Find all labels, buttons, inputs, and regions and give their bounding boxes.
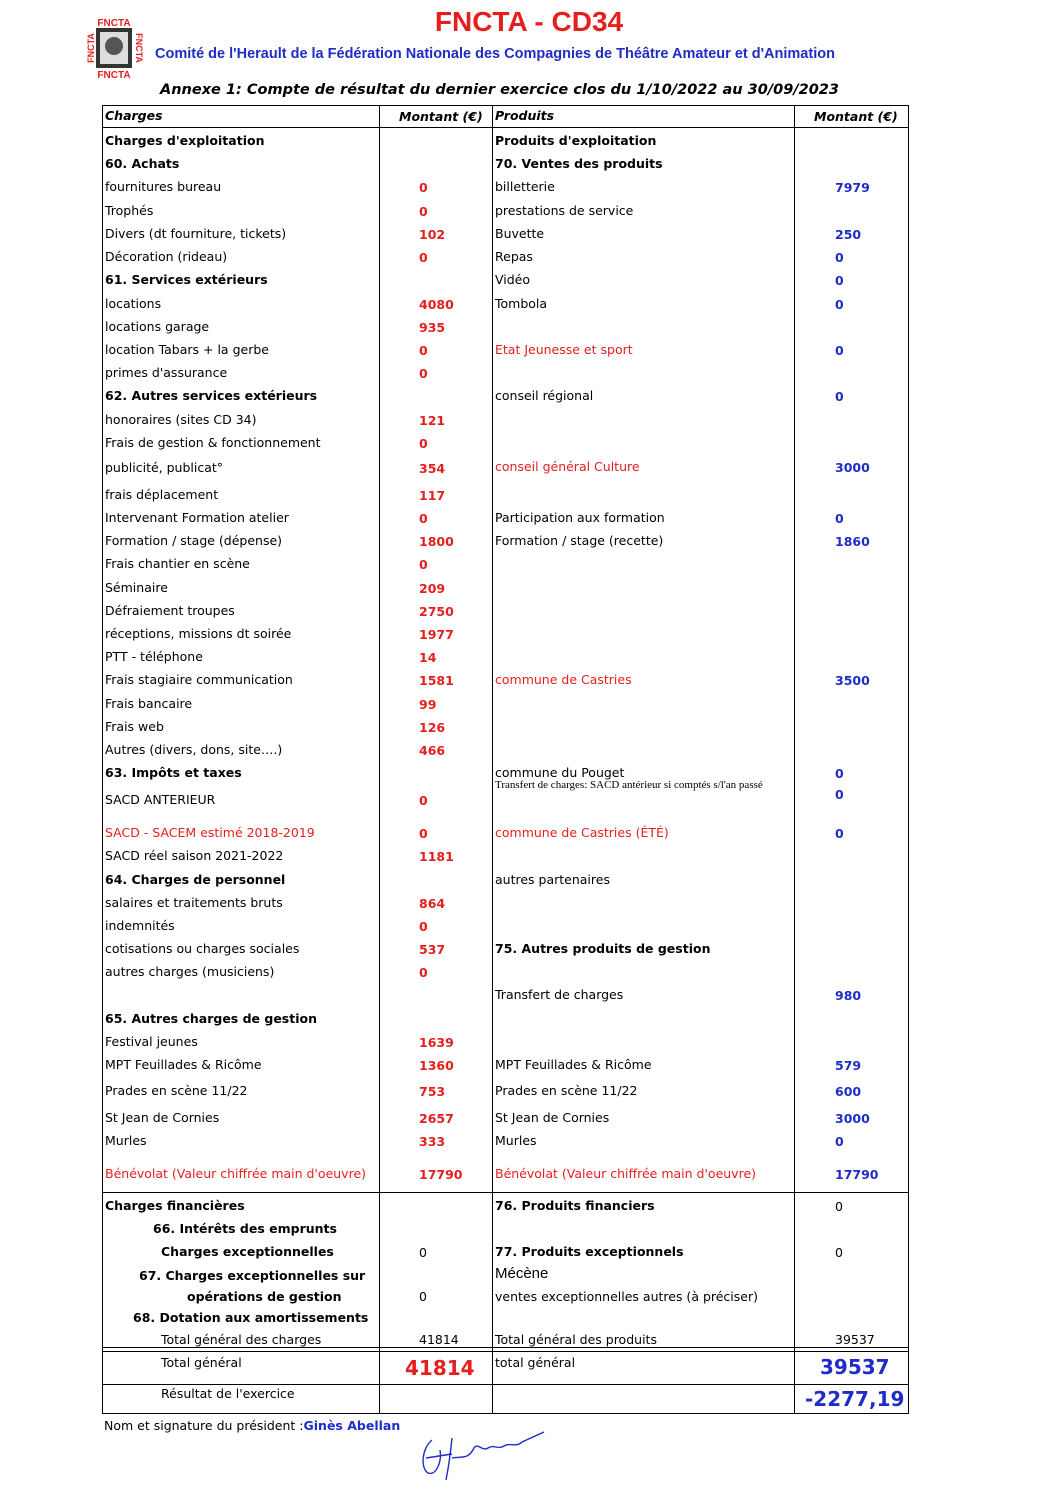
- charges-exceptionnelles: Charges exceptionnelles: [161, 1244, 334, 1259]
- left-row-label: cotisations ou charges sociales: [105, 941, 300, 956]
- charges-financieres: Charges financières: [105, 1198, 245, 1213]
- left-row-label: publicité, publicat°: [105, 460, 224, 475]
- left-row-label: salaires et traitements bruts: [105, 895, 283, 910]
- left-row-label: locations: [105, 296, 162, 311]
- left-row-amount: 0: [419, 919, 428, 934]
- svg-text:FNCTA: FNCTA: [97, 70, 131, 81]
- produits-exceptionnels: 77. Produits exceptionnels: [495, 1244, 684, 1259]
- left-row-label: 64. Charges de personnel: [105, 872, 286, 887]
- left-row-amount: 753: [419, 1084, 446, 1099]
- left-row-label: fournitures bureau: [105, 179, 222, 194]
- left-row-label: PTT - téléphone: [105, 649, 203, 664]
- left-row-amount: 1581: [419, 673, 454, 688]
- right-row-amount: 980: [835, 988, 862, 1003]
- left-row-amount: 102: [419, 227, 446, 242]
- left-row-amount: 0: [419, 826, 428, 841]
- produits-exceptionnels-amount: 0: [835, 1245, 843, 1260]
- right-row-amount: 0: [835, 273, 844, 288]
- left-row-label: frais déplacement: [105, 487, 219, 502]
- left-row-label: Charges d'exploitation: [105, 133, 265, 148]
- right-row-label: Produits d'exploitation: [495, 133, 657, 148]
- left-row-label: SACD ANTERIEUR: [105, 792, 216, 807]
- left-row-amount: 0: [419, 204, 428, 219]
- right-row-amount: 579: [835, 1058, 862, 1073]
- right-row-amount: 0: [835, 250, 844, 265]
- total-general-right-value: 39537: [820, 1355, 890, 1379]
- right-row-amount: 0: [835, 1134, 844, 1149]
- left-row-amount: 2657: [419, 1111, 454, 1126]
- right-row-amount: 0: [835, 343, 844, 358]
- left-row-amount: 0: [419, 436, 428, 451]
- right-row-label: MPT Feuillades & Ricôme: [495, 1057, 652, 1072]
- left-row-amount: 537: [419, 942, 446, 957]
- left-row-label: Frais stagiaire communication: [105, 672, 293, 687]
- total-general-label: Total général: [161, 1355, 242, 1370]
- right-row-label: Vidéo: [495, 272, 531, 287]
- right-row-label: billetterie: [495, 179, 555, 194]
- left-row-label: réceptions, missions dt soirée: [105, 626, 292, 641]
- left-row-label: SACD réel saison 2021-2022: [105, 848, 284, 863]
- left-row-label: SACD - SACEM estimé 2018-2019: [105, 825, 315, 840]
- left-row-label: Formation / stage (dépense): [105, 533, 283, 548]
- svg-text:FNCTA: FNCTA: [86, 33, 96, 63]
- left-row-amount: 1800: [419, 534, 454, 549]
- president-name: Ginès Abellan: [303, 1418, 401, 1433]
- left-row-amount: 0: [419, 557, 428, 572]
- right-row-amount: 0: [835, 787, 844, 802]
- mecene: Mécène: [495, 1265, 549, 1282]
- header-produits: Produits: [495, 108, 555, 123]
- left-row-amount: 0: [419, 180, 428, 195]
- left-row-amount: 0: [419, 965, 428, 980]
- left-row-label: Trophés: [105, 203, 154, 218]
- ventes-exceptionnelles: ventes exceptionnelles autres (à préciser): [495, 1289, 759, 1304]
- dotation-amortissements: 68. Dotation aux amortissements: [133, 1310, 369, 1325]
- total-produits-value: 39537: [835, 1332, 875, 1347]
- left-row-label: Frais web: [105, 719, 164, 734]
- header-montant-produits: Montant (€): [814, 109, 898, 124]
- left-row-label: MPT Feuillades & Ricôme: [105, 1057, 262, 1072]
- left-row-amount: 126: [419, 720, 446, 735]
- left-row-amount: 0: [419, 250, 428, 265]
- left-row-amount: 333: [419, 1134, 446, 1149]
- right-row-amount: 1860: [835, 534, 870, 549]
- right-row-label: Repas: [495, 249, 533, 264]
- right-row-label: 75. Autres produits de gestion: [495, 941, 711, 956]
- signature: [412, 1418, 552, 1488]
- header-charges: Charges: [105, 108, 163, 123]
- right-row-amount: 0: [835, 826, 844, 841]
- right-row-label: Participation aux formation: [495, 510, 665, 525]
- left-row-amount: 0: [419, 793, 428, 808]
- right-row-amount: 0: [835, 297, 844, 312]
- right-row-amount: 3000: [835, 1111, 870, 1126]
- header-montant-charges: Montant (€): [399, 109, 483, 124]
- left-row-label: Décoration (rideau): [105, 249, 228, 264]
- left-row-amount: 117: [419, 488, 446, 503]
- right-row-label: Etat Jeunesse et sport: [495, 342, 633, 357]
- left-row-label: Bénévolat (Valeur chiffrée main d'oeuvre): [105, 1166, 367, 1181]
- left-row-label: Défraiement troupes: [105, 603, 235, 618]
- right-row-label: autres partenaires: [495, 872, 610, 887]
- total-produits-label: Total général des produits: [495, 1332, 657, 1347]
- left-row-amount: 354: [419, 461, 446, 476]
- left-row-amount: 17790: [419, 1167, 463, 1182]
- left-row-label: Festival jeunes: [105, 1034, 198, 1049]
- right-row-amount: 3500: [835, 673, 870, 688]
- left-row-amount: 466: [419, 743, 446, 758]
- left-row-label: honoraires (sites CD 34): [105, 412, 257, 427]
- produits-financiers: 76. Produits financiers: [495, 1198, 655, 1213]
- left-row-label: location Tabars + la gerbe: [105, 342, 269, 357]
- right-row-label: commune du Pouget: [495, 765, 625, 780]
- left-row-label: Frais bancaire: [105, 696, 193, 711]
- resultat-value: -2277,19: [805, 1387, 905, 1411]
- footer-signature-label: Nom et signature du président :Ginès Abellan: [104, 1418, 401, 1433]
- left-row-label: Murles: [105, 1133, 147, 1148]
- left-row-amount: 209: [419, 581, 446, 596]
- left-row-label: primes d'assurance: [105, 365, 228, 380]
- right-row-label: Murles: [495, 1133, 537, 1148]
- left-row-label: autres charges (musiciens): [105, 964, 275, 979]
- left-row-label: locations garage: [105, 319, 210, 334]
- total-general-value: 41814: [405, 1356, 475, 1380]
- svg-text:FNCTA: FNCTA: [97, 18, 131, 29]
- left-row-label: Frais de gestion & fonctionnement: [105, 435, 321, 450]
- left-row-label: 60. Achats: [105, 156, 180, 171]
- right-row-label: commune de Castries: [495, 672, 632, 687]
- charges-exc-ops-line2: opérations de gestion: [187, 1289, 342, 1304]
- right-row-amount: 0: [835, 389, 844, 404]
- right-row-label: Transfert de charges: SACD antérieur si comptés s/l'an passé: [495, 779, 763, 791]
- left-row-label: Divers (dt fourniture, tickets): [105, 226, 287, 241]
- left-row-amount: 1639: [419, 1035, 454, 1050]
- left-row-amount: 864: [419, 896, 446, 911]
- left-row-label: 61. Services extérieurs: [105, 272, 268, 287]
- charges-exc-ops-line1: 67. Charges exceptionnelles sur: [139, 1268, 366, 1283]
- right-row-label: Tombola: [495, 296, 548, 311]
- total-general-right-label: total général: [495, 1355, 576, 1370]
- interets-emprunts: 66. Intérêts des emprunts: [153, 1221, 337, 1236]
- page-subtitle: Comité de l'Herault de la Fédération Nationale des Compagnies de Théâtre Amateur et d'Animation: [155, 46, 835, 62]
- right-row-label: 70. Ventes des produits: [495, 156, 663, 171]
- left-row-label: Frais chantier en scène: [105, 556, 250, 571]
- left-row-label: 63. Impôts et taxes: [105, 765, 242, 780]
- left-row-label: Séminaire: [105, 580, 168, 595]
- right-row-label: Buvette: [495, 226, 545, 241]
- left-row-amount: 1181: [419, 849, 454, 864]
- right-row-amount: 3000: [835, 460, 870, 475]
- left-row-label: Intervenant Formation atelier: [105, 510, 289, 525]
- charges-exceptionnelles-amount: 0: [419, 1245, 427, 1260]
- left-row-amount: 121: [419, 413, 446, 428]
- left-row-amount: 935: [419, 320, 446, 335]
- right-row-amount: 0: [835, 511, 844, 526]
- right-row-amount: 250: [835, 227, 862, 242]
- left-row-amount: 0: [419, 366, 428, 381]
- annexe-title: Annexe 1: Compte de résultat du dernier exercice clos du 1/10/2022 au 30/09/2023: [160, 82, 839, 98]
- right-row-label: St Jean de Cornies: [495, 1110, 610, 1125]
- right-row-amount: 17790: [835, 1167, 879, 1182]
- right-row-label: conseil régional: [495, 388, 594, 403]
- left-row-label: St Jean de Cornies: [105, 1110, 220, 1125]
- left-row-amount: 99: [419, 697, 437, 712]
- left-row-amount: 2750: [419, 604, 454, 619]
- left-row-label: 62. Autres services extérieurs: [105, 388, 318, 403]
- total-charges-value: 41814: [419, 1332, 459, 1347]
- right-row-amount: 0: [835, 766, 844, 781]
- right-row-label: Formation / stage (recette): [495, 533, 664, 548]
- left-row-label: indemnités: [105, 918, 175, 933]
- right-row-label: prestations de service: [495, 203, 634, 218]
- right-row-amount: 7979: [835, 180, 870, 195]
- page-title: FNCTA - CD34: [434, 6, 624, 37]
- produits-financiers-amount: 0: [835, 1199, 843, 1214]
- left-row-amount: 4080: [419, 297, 454, 312]
- result-table: [102, 105, 909, 1414]
- svg-text:FNCTA: FNCTA: [134, 33, 144, 63]
- left-row-amount: 14: [419, 650, 437, 665]
- right-row-label: Prades en scène 11/22: [495, 1083, 638, 1098]
- left-row-label: Autres (divers, dons, site….): [105, 742, 283, 757]
- left-row-amount: 0: [419, 511, 428, 526]
- resultat-label: Résultat de l'exercice: [161, 1386, 295, 1401]
- right-row-label: conseil général Culture: [495, 459, 640, 474]
- right-row-label: commune de Castries (ÉTÉ): [495, 825, 669, 840]
- right-row-amount: 600: [835, 1084, 862, 1099]
- left-row-amount: 1360: [419, 1058, 454, 1073]
- left-row-amount: 0: [419, 343, 428, 358]
- right-row-label: Bénévolat (Valeur chiffrée main d'oeuvre): [495, 1166, 757, 1181]
- left-row-label: 65. Autres charges de gestion: [105, 1011, 317, 1026]
- right-row-label: Transfert de charges: [495, 987, 624, 1002]
- left-row-amount: 1977: [419, 627, 454, 642]
- total-charges-label: Total général des charges: [161, 1332, 322, 1347]
- charges-exc-ops-amount: 0: [419, 1289, 427, 1304]
- left-row-label: Prades en scène 11/22: [105, 1083, 248, 1098]
